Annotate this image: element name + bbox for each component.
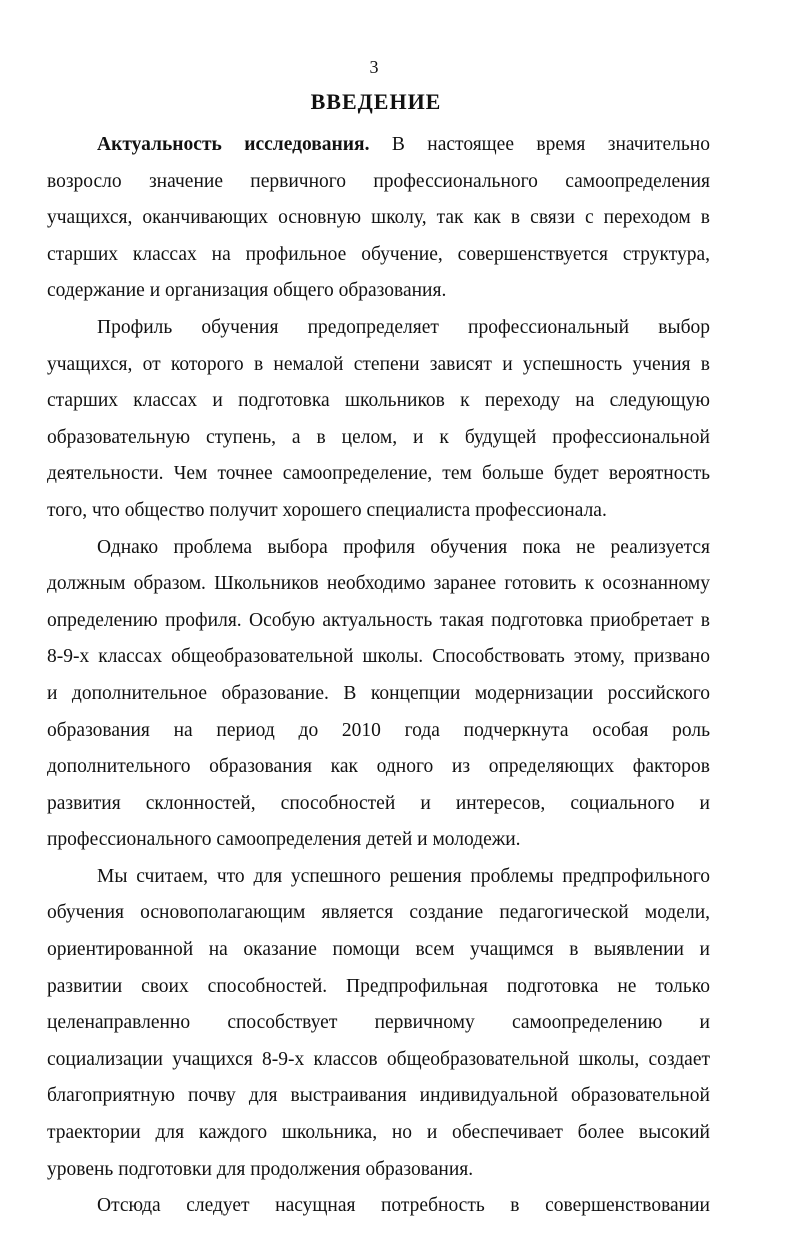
text-line: Отсюда следует насущная потребность в совершенствовании (97, 1195, 710, 1217)
text-line: 8-9-х классах общеобразовательной школы. Способствовать этому, призвано (47, 646, 710, 668)
text-line: и дополнительное образование. В концепции модернизации российского (47, 682, 710, 704)
text-line: развитии своих способностей. Предпрофильная подготовка не только (47, 975, 710, 997)
bold-lead-phrase: Актуальность исследования. (97, 134, 370, 155)
paragraph-conclusion (47, 1188, 710, 1225)
text-line: должным образом. Школьников необходимо заранее готовить к осознанному (47, 573, 710, 595)
text-line: учащихся, оканчивающих основную школу, так как в связи с переходом в (47, 207, 710, 229)
text-line: Актуальность исследования. В настоящее время значительно (97, 134, 710, 155)
text-line: деятельности. Чем точнее самоопределение, тем больше будет вероятность (47, 463, 710, 485)
paragraph-problem (47, 530, 710, 859)
text-line: возросло значение первичного профессионального самоопределения (47, 170, 710, 192)
text-line: содержание и организация общего образования. (47, 280, 447, 302)
text-line: траектории для каждого школьника, но и обеспечивает более высокий (47, 1122, 710, 1144)
text-line: ориентированной на оказание помощи всем учащимся в выявлении и (47, 939, 710, 961)
paragraph-relevance (47, 127, 710, 310)
text-line: старших классах на профильное обучение, совершенствуется структура, (47, 243, 710, 265)
page-number: 3 (369, 57, 379, 77)
text-line: определению профиля. Особую актуальность такая подготовка приобретает в (47, 609, 710, 631)
text-line: целенаправленно способствует первичному самоопределению и (47, 1012, 710, 1034)
text-line: Профиль обучения предопределяет профессиональный выбор (97, 316, 710, 338)
document-body (47, 127, 710, 1225)
text-line: Мы считаем, что для успешного решения проблемы предпрофильного (97, 865, 710, 887)
text-line: образования на период до 2010 года подчеркнута особая роль (47, 719, 710, 741)
text-line: Однако проблема выбора профиля обучения пока не реализуется (97, 536, 710, 558)
text-line: социализации учащихся 8-9-х классов общеобразовательной школы, создает (47, 1048, 710, 1070)
text-line: образовательную ступень, а в целом, и к будущей профессиональной (47, 426, 710, 448)
section-title: ВВЕДЕНИЕ (310, 89, 442, 114)
paragraph-opinion (47, 859, 710, 1188)
text-line: профессионального самоопределения детей и молодежи. (47, 829, 521, 851)
text-line: обучения основополагающим является создание педагогической модели, (47, 902, 710, 924)
text-line: уровень подготовки для продолжения образования. (47, 1158, 474, 1180)
text-line: того, что общество получит хорошего специалиста профессионала. (47, 499, 607, 521)
text-line: благоприятную почву для выстраивания индивидуальной образовательной (47, 1085, 710, 1107)
paragraph-profile (47, 310, 710, 530)
text-line: развития склонностей, способностей и интересов, социального и (47, 792, 710, 814)
text-line: дополнительного образования как одного из определяющих факторов (47, 756, 710, 778)
text-line: старших классах и подготовка школьников к переходу на следующую (47, 390, 710, 412)
text-line: учащихся, от которого в немалой степени зависят и успешность учения в (47, 353, 710, 375)
